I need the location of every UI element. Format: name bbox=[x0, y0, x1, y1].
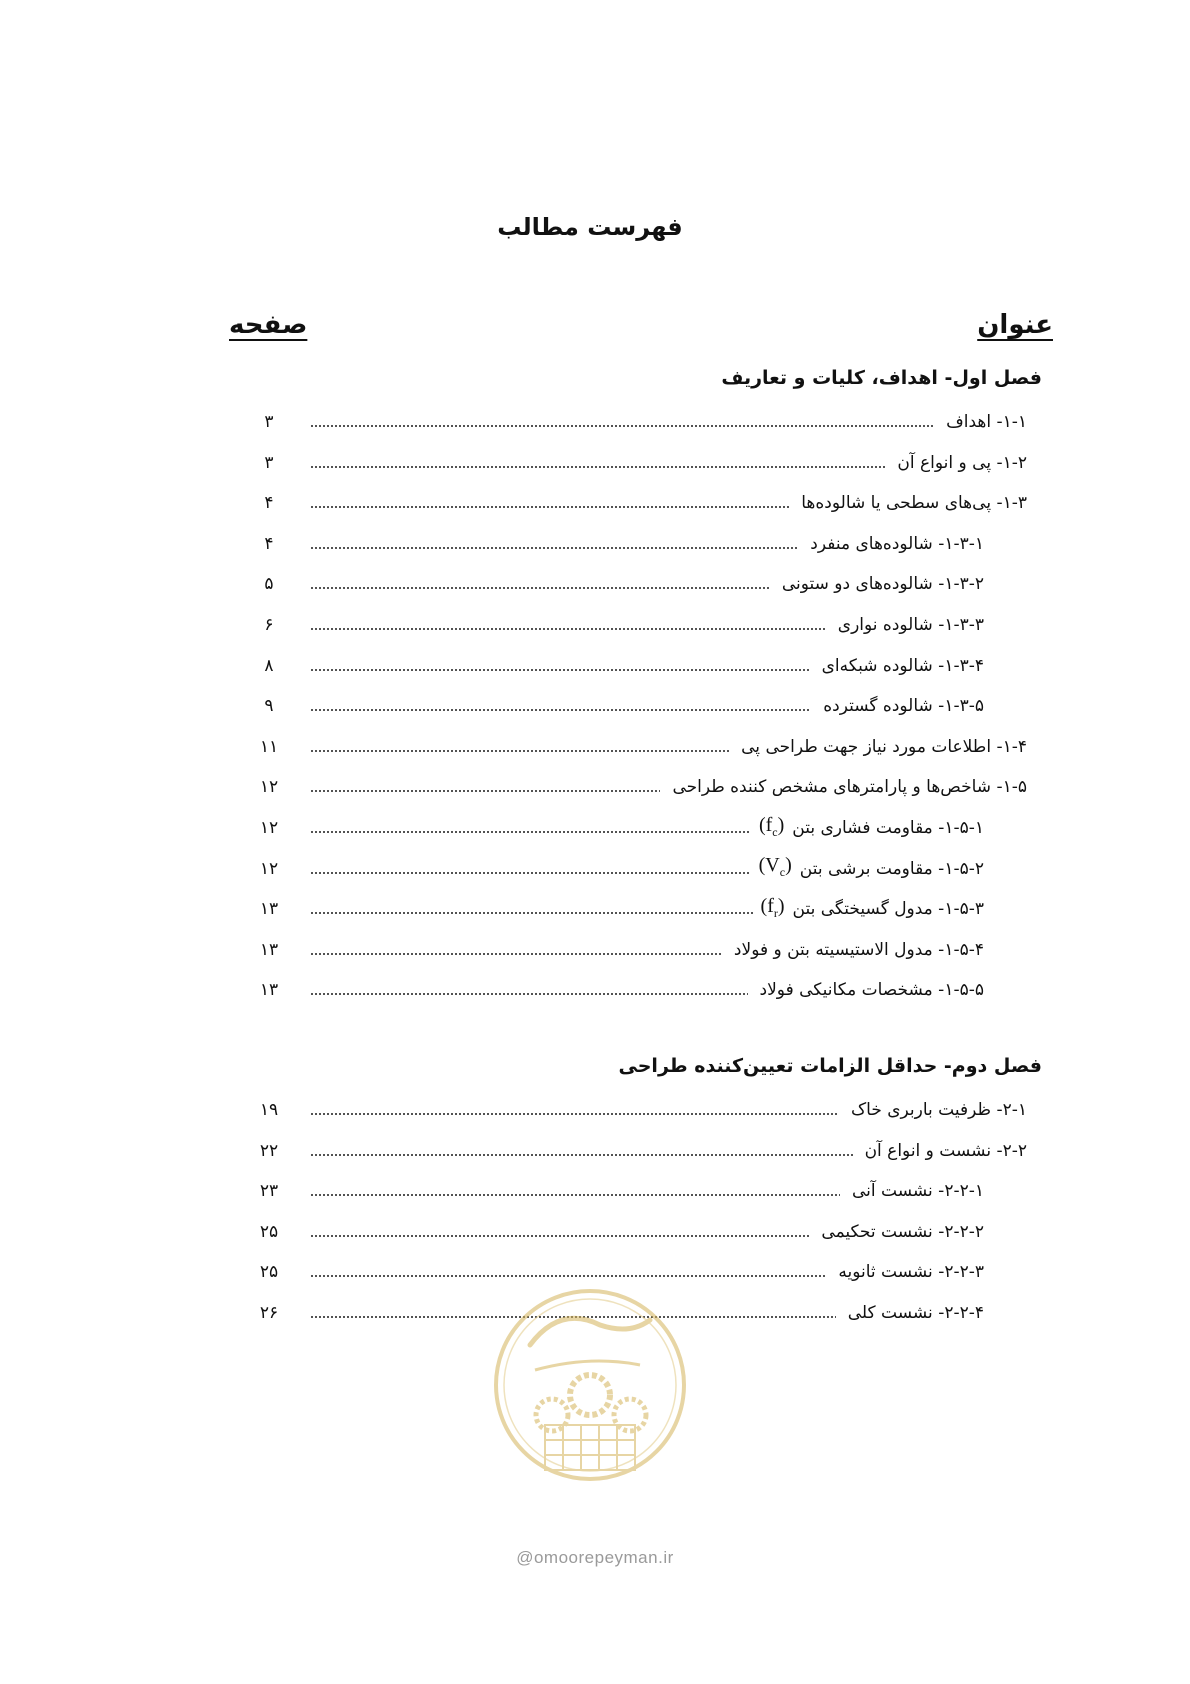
toc-row bbox=[234, 976, 984, 1004]
toc-entry-title: ۱-۳-۳- شالوده نواری bbox=[837, 615, 984, 635]
toc-row bbox=[234, 652, 984, 680]
dot-leader bbox=[310, 587, 770, 589]
toc-page-number: ۲۳ bbox=[259, 1181, 279, 1202]
dot-leader bbox=[310, 709, 811, 711]
dot-leader bbox=[310, 425, 934, 427]
toc-row bbox=[234, 611, 984, 639]
dot-leader bbox=[310, 790, 660, 792]
toc-entry-title: ۱-۴- اطلاعات مورد نیاز جهت طراحی پی bbox=[741, 736, 1027, 757]
toc-entry-title: ۲-۲-۱- نشست آنی bbox=[852, 1181, 984, 1202]
toc-page-number: ۱۳ bbox=[259, 899, 279, 920]
dot-leader bbox=[310, 628, 826, 630]
toc-page-number: ۲۶ bbox=[259, 1303, 279, 1323]
toc-page-number: ۴ bbox=[264, 493, 274, 514]
dot-leader bbox=[310, 466, 885, 468]
dot-leader bbox=[310, 1194, 840, 1196]
toc-page-number: ۲۵ bbox=[259, 1262, 279, 1283]
toc-page-number: ۳ bbox=[264, 412, 274, 432]
dot-leader bbox=[310, 750, 729, 752]
toc-entry-title: ۲-۲- نشست و انواع آن bbox=[864, 1140, 1027, 1161]
toc-row bbox=[234, 449, 1027, 477]
toc-page-number: ۳ bbox=[264, 452, 274, 473]
chapter-1-title: فصل اول- اهداف، کلیات و تعاریف bbox=[721, 367, 1042, 389]
toc-entry-title: ۱-۱- اهداف bbox=[946, 412, 1027, 432]
toc-page-number: ۱۲ bbox=[259, 818, 279, 838]
dot-leader bbox=[310, 547, 798, 549]
chapter-2-title: فصل دوم- حداقل الزامات تعیین‌کننده طراحی bbox=[618, 1055, 1042, 1077]
toc-entry-title: ۱-۳-۴- شالوده شبکه‌ای bbox=[821, 655, 984, 676]
dot-leader bbox=[310, 669, 810, 671]
toc-page-number: ۱۱ bbox=[259, 736, 279, 757]
toc-page-number: ۱۹ bbox=[259, 1100, 279, 1120]
dot-leader bbox=[310, 1235, 809, 1237]
toc-row bbox=[234, 814, 984, 842]
toc-page-number: ۶ bbox=[264, 615, 274, 635]
page-title: فهرست مطالب bbox=[497, 213, 683, 241]
toc-entry-symbol: $(V_c)$ bbox=[758, 854, 792, 880]
toc-entry-title: ۱-۵-۱- مقاومت فشاری بتن bbox=[792, 818, 984, 838]
toc-row bbox=[234, 1258, 984, 1286]
toc-page-number: ۱۳ bbox=[259, 939, 279, 960]
toc-row bbox=[234, 895, 984, 923]
toc-row bbox=[234, 1218, 984, 1246]
toc-row bbox=[234, 936, 984, 964]
toc-entry-title: ۱-۳- پی‌های سطحی یا شالوده‌ها bbox=[801, 493, 1027, 514]
page-column-header: صفحه bbox=[229, 310, 308, 340]
toc-entry-title: ۱-۵- شاخص‌ها و پارامترهای مشخص کننده طراحی bbox=[672, 777, 1027, 798]
toc-row bbox=[234, 733, 1027, 761]
toc-entry-title: ۱-۵-۲- مقاومت برشی بتن bbox=[799, 858, 984, 879]
toc-entry-symbol: $(f_c)$ bbox=[758, 813, 785, 839]
toc-row bbox=[234, 855, 984, 883]
title-column-header: عنوان bbox=[977, 310, 1053, 340]
toc-entry-symbol: $(f_r)$ bbox=[760, 894, 785, 920]
toc-entry-title: ۱-۳-۲- شالوده‌های دو ستونی bbox=[781, 574, 984, 595]
dot-leader bbox=[310, 1113, 839, 1115]
dot-leader bbox=[310, 912, 753, 914]
toc-page-number: ۸ bbox=[264, 655, 274, 676]
toc-entry-title: ۱-۲- پی و انواع آن bbox=[897, 452, 1027, 473]
toc-row bbox=[234, 570, 984, 598]
toc-row bbox=[234, 1177, 984, 1205]
toc-row bbox=[234, 1096, 1027, 1124]
dot-leader bbox=[310, 1275, 826, 1277]
toc-row bbox=[234, 408, 1027, 436]
dot-leader bbox=[310, 831, 751, 833]
toc-row bbox=[234, 1137, 1027, 1165]
toc-entry-title: ۲-۲-۳- نشست ثانویه bbox=[838, 1262, 984, 1283]
toc-entry-title: ۱-۵-۴- مدول الاستیسیته بتن و فولاد bbox=[733, 939, 984, 960]
toc-entry-title: ۲-۱- ظرفیت باربری خاک bbox=[850, 1100, 1027, 1120]
toc-page-number: ۱۲ bbox=[259, 858, 279, 879]
toc-row bbox=[234, 692, 984, 720]
dot-leader bbox=[310, 506, 789, 508]
toc-page-number: ۴ bbox=[264, 533, 274, 554]
toc-entry-title: ۱-۵-۵- مشخصات مکانیکی فولاد bbox=[759, 980, 984, 1001]
toc-entry-title: ۲-۲-۴- نشست کلی bbox=[847, 1303, 984, 1323]
toc-row bbox=[234, 530, 984, 558]
toc-page-number: ۱۳ bbox=[259, 980, 279, 1001]
toc-page-number: ۵ bbox=[264, 574, 274, 595]
toc-page-number: ۱۲ bbox=[259, 777, 279, 798]
toc-page-number: ۹ bbox=[264, 696, 274, 717]
dot-leader bbox=[310, 993, 748, 995]
toc-entry-title: ۱-۳-۱- شالوده‌های منفرد bbox=[810, 533, 984, 554]
toc-page-number: ۲۵ bbox=[259, 1221, 279, 1242]
dot-leader bbox=[310, 953, 722, 955]
watermark-seal bbox=[490, 1285, 690, 1485]
toc-row bbox=[234, 489, 1027, 517]
dot-leader bbox=[310, 872, 751, 874]
toc-page-number: ۲۲ bbox=[259, 1140, 279, 1161]
toc-entry-title: ۱-۵-۳- مدول گسیختگی بتن bbox=[792, 899, 984, 920]
toc-entry-title: ۲-۲-۲- نشست تحکیمی bbox=[821, 1221, 984, 1242]
toc-row bbox=[234, 773, 1027, 801]
dot-leader bbox=[310, 1154, 853, 1156]
watermark-url: @omoorepeyman.ir bbox=[516, 1548, 674, 1567]
toc-entry-title: ۱-۳-۵- شالوده گسترده bbox=[823, 696, 984, 717]
